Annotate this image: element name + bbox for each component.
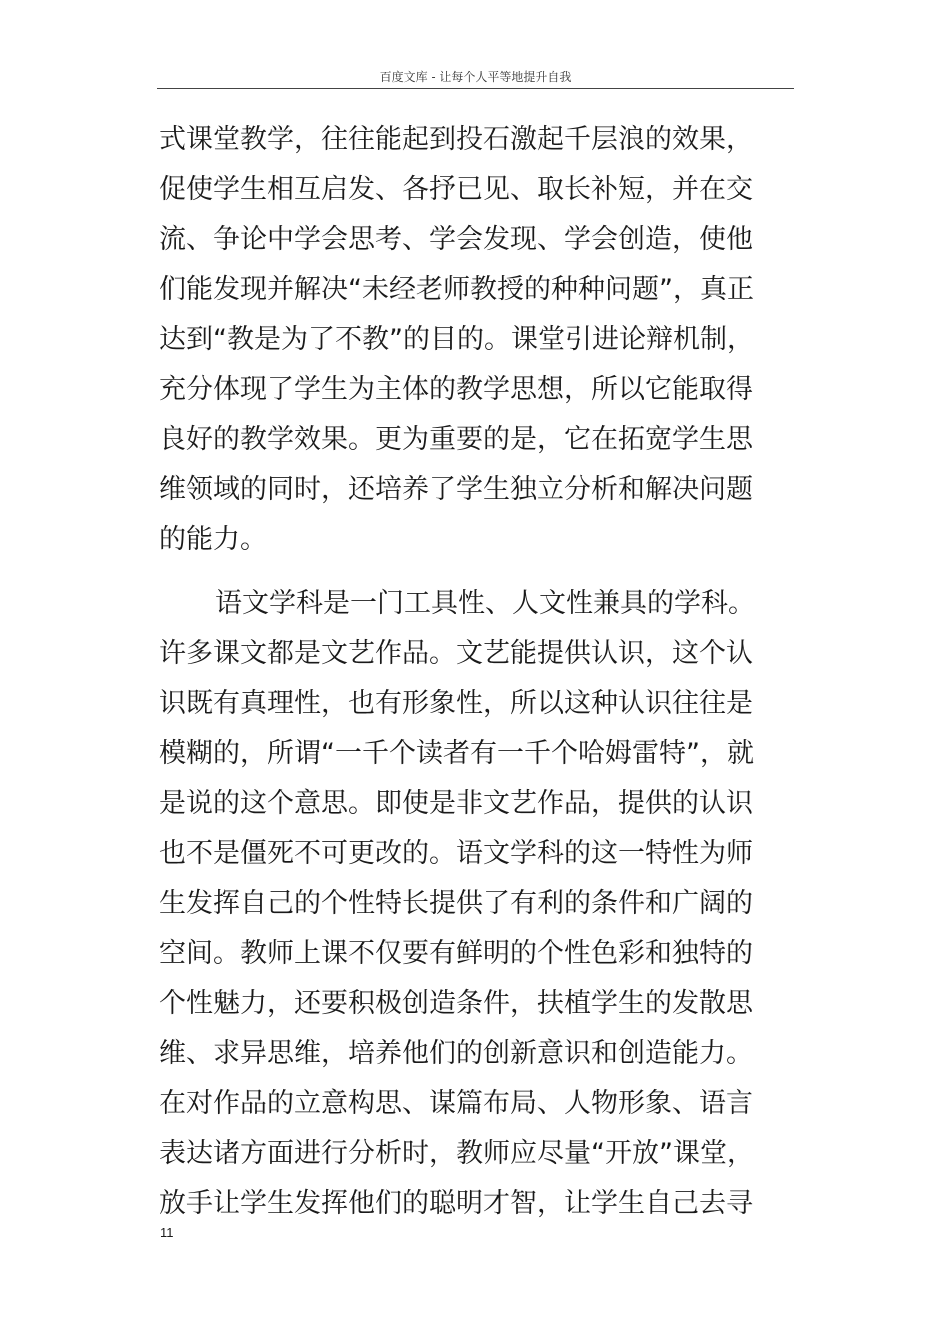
text-line: 也不是僵死不可更改的。语文学科的这一特性为师: [159, 838, 753, 869]
text-line: 在对作品的立意构思、谋篇布局、人物形象、语言: [159, 1088, 753, 1119]
text-line: 流、争论中学会思考、学会发现、学会创造，使他: [159, 224, 753, 255]
text-line: 识既有真理性，也有形象性，所以这种认识往往是: [159, 688, 753, 719]
text-line: 空间。教师上课不仅要有鲜明的个性色彩和独特的: [159, 938, 753, 969]
text-line: 模糊的，所谓“一千个读者有一千个哈姆雷特”，就: [159, 738, 754, 769]
text-line: 生发挥自己的个性特长提供了有利的条件和广阔的: [159, 888, 753, 919]
text-line: 是说的这个意思。即使是非文艺作品，提供的认识: [159, 788, 753, 819]
text-line: 放手让学生发挥他们的聪明才智，让学生自己去寻: [159, 1188, 753, 1219]
text-line: 维、求异思维，培养他们的创新意识和创造能力。: [159, 1038, 753, 1069]
paragraph-1: [159, 115, 795, 565]
text-line: 达到“教是为了不教”的目的。课堂引进论辩机制，: [159, 324, 754, 355]
text-line: 良好的教学效果。更为重要的是，它在拓宽学生思: [159, 424, 753, 455]
paragraph-spacer: [159, 565, 795, 579]
text-line: 的能力。: [159, 524, 267, 555]
text-line: 式课堂教学，往往能起到投石激起千层浪的效果，: [159, 124, 753, 155]
page-number: 11: [160, 1225, 174, 1240]
paragraph-2: [159, 579, 795, 1229]
text-line-indented: 语文学科是一门工具性、人文性兼具的学科。: [215, 588, 755, 619]
page-header: 百度文库 - 让每个人平等地提升自我: [379, 70, 572, 84]
document-body: [159, 115, 795, 1229]
text-line: 个性魅力，还要积极创造条件，扶植学生的发散思: [159, 988, 753, 1019]
text-line: 表达诸方面进行分析时，教师应尽量“开放”课堂，: [159, 1138, 754, 1169]
text-line: 许多课文都是文艺作品。文艺能提供认识，这个认: [159, 638, 753, 669]
text-line: 充分体现了学生为主体的教学思想，所以它能取得: [159, 374, 753, 405]
text-line: 维领域的同时，还培养了学生独立分析和解决问题: [159, 474, 753, 505]
text-line: 们能发现并解决“未经老师教授的种种问题”，真正: [159, 274, 754, 305]
header-divider: [157, 88, 794, 89]
text-line: 促使学生相互启发、各抒已见、取长补短，并在交: [159, 174, 753, 205]
